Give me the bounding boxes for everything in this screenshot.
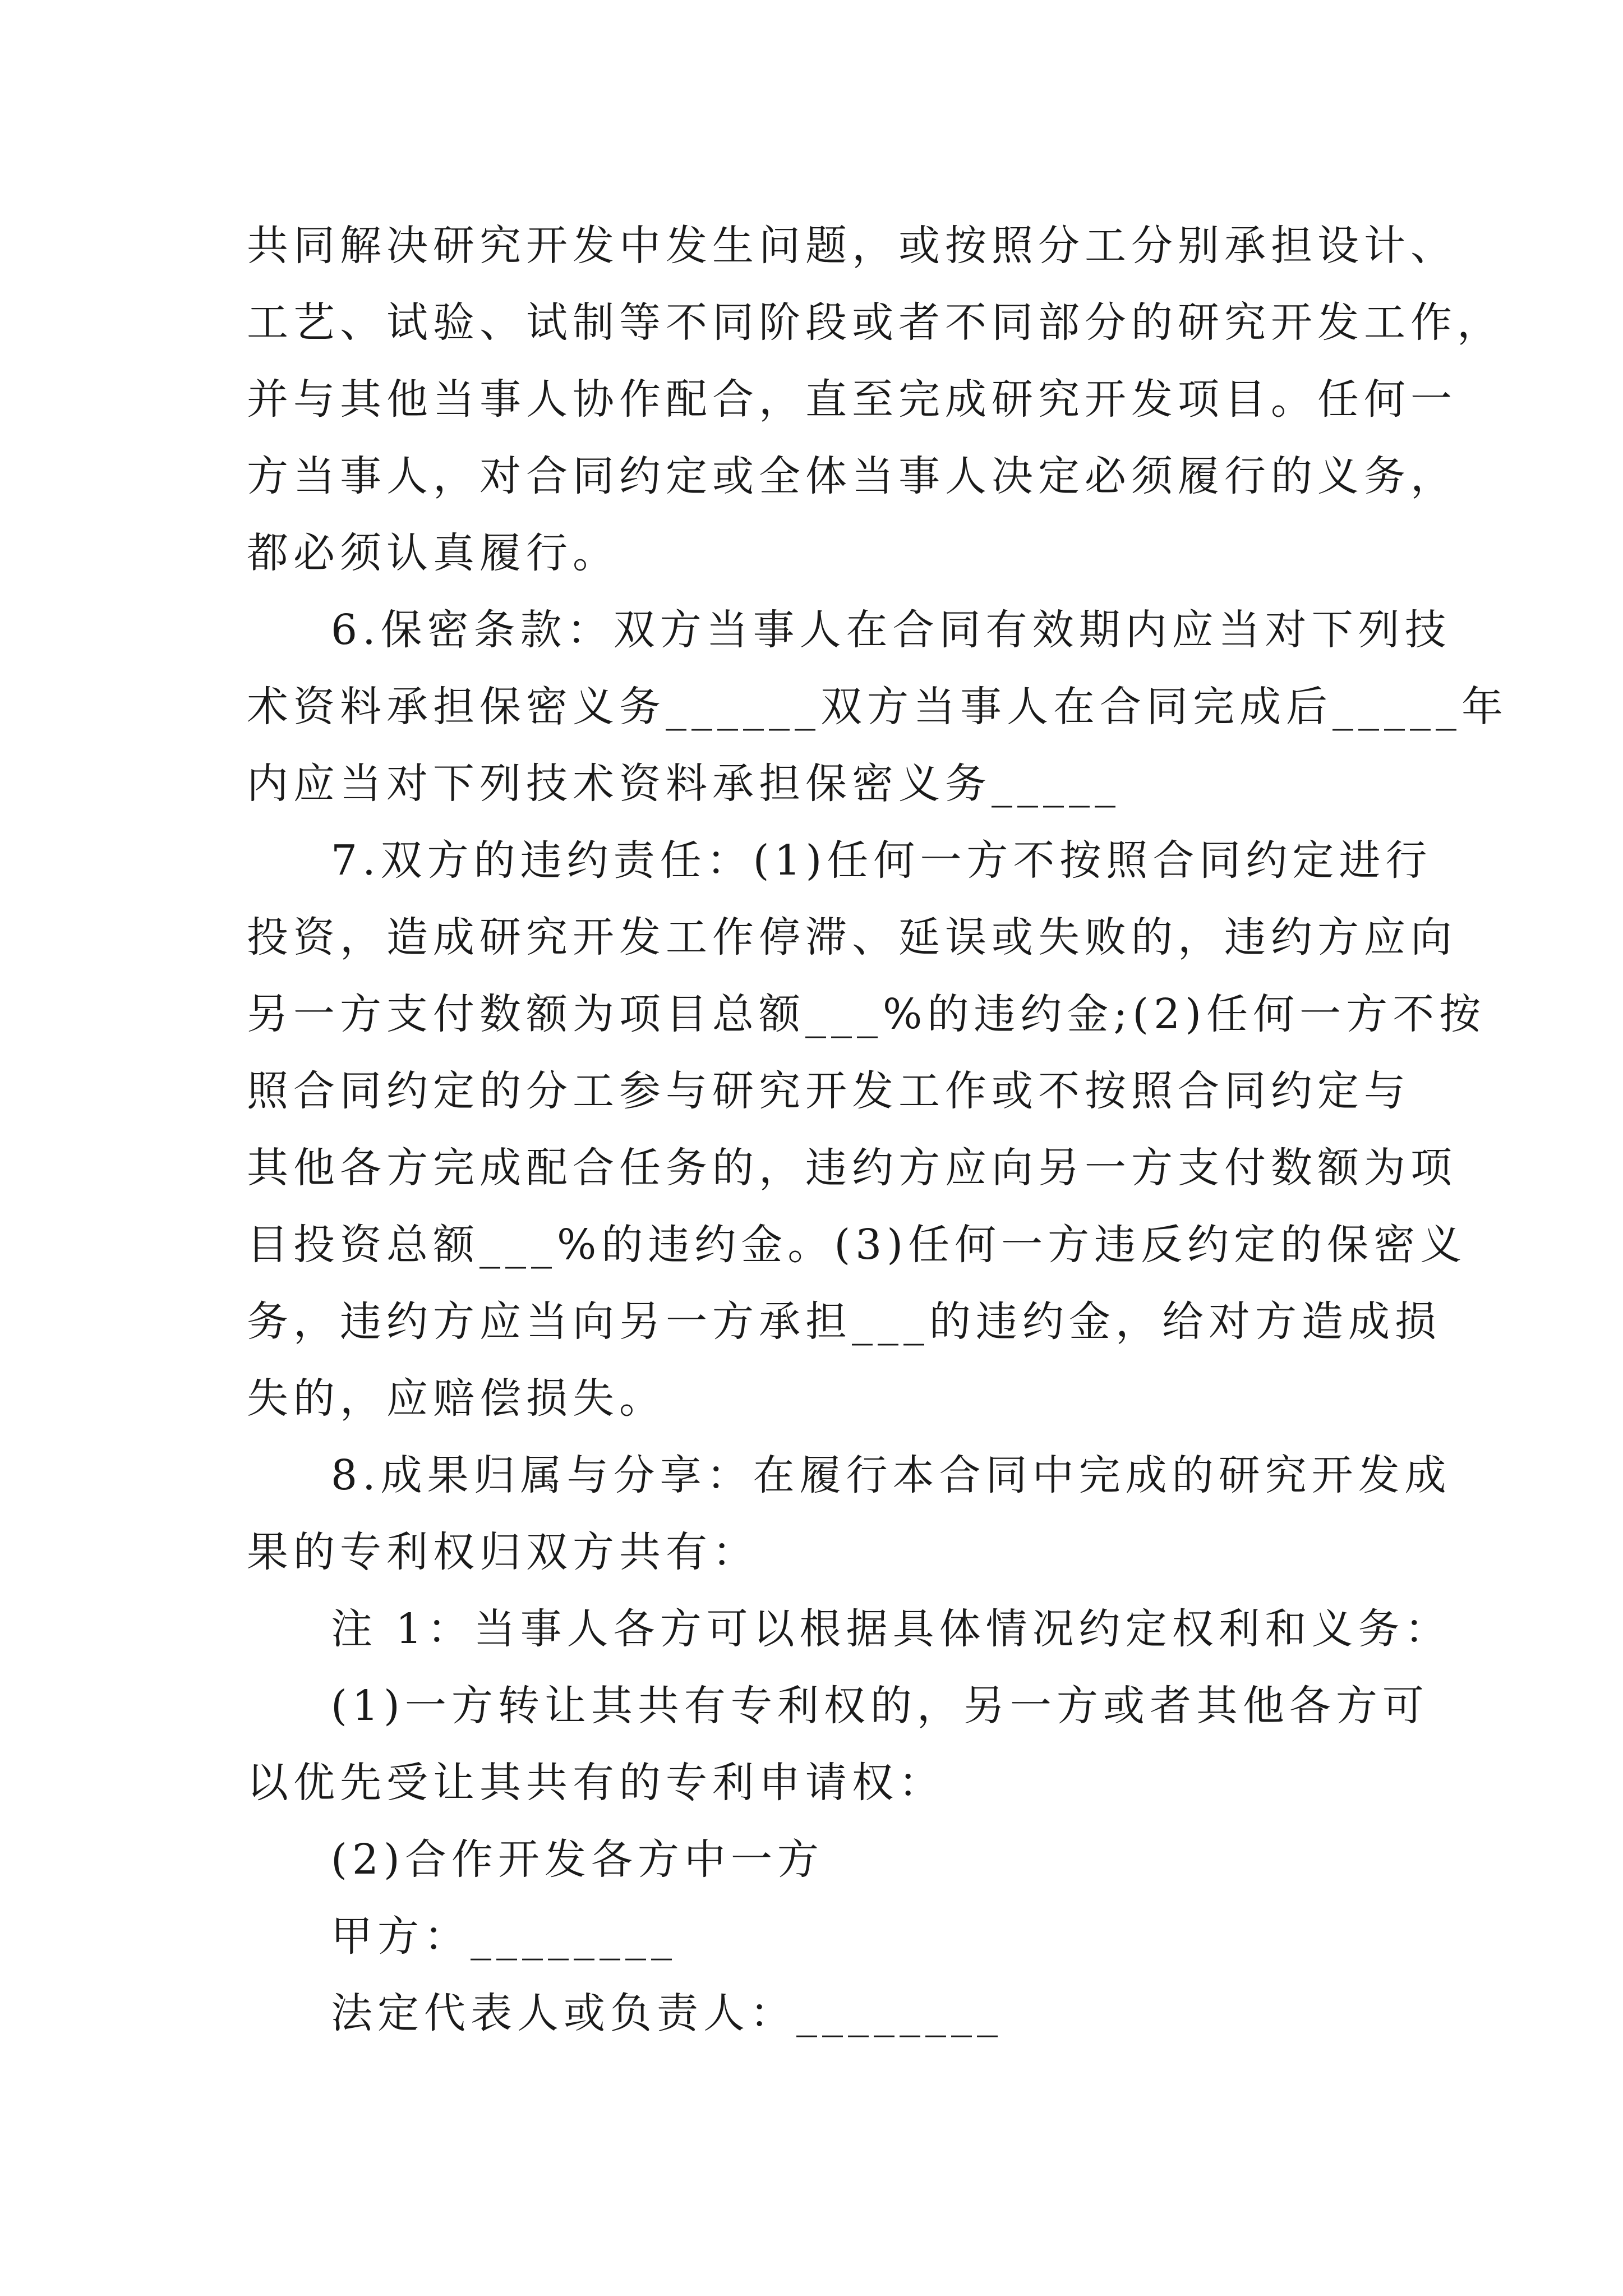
note-1: 注 1：当事人各方可以根据具体情况约定权利和义务： <box>331 1605 1451 1653</box>
text-line: 工艺、试验、试制等不同阶段或者不同部分的研究开发工作， <box>247 298 1504 347</box>
document-body <box>247 208 1508 2052</box>
legal-representative-field: 法定代表人或负责人：________ <box>331 1989 1003 2037</box>
text-line: 另一方支付数额为项目总额___%的违约金;(2)任何一方不按 <box>247 990 1486 1038</box>
text-line: 共同解决研究开发中发生问题，或按照分工分别承担设计、 <box>247 222 1457 270</box>
clause-8-title: 8.成果归属与分享：在履行本合同中完成的研究开发成 <box>331 1451 1451 1499</box>
note-item-1: (1)一方转让其共有专利权的，另一方或者其他各方可 <box>331 1682 1429 1730</box>
text-line: 以优先受让其共有的专利申请权： <box>247 1759 945 1807</box>
text-line: 照合同约定的分工参与研究开发工作或不按照合同约定与 <box>247 1067 1410 1115</box>
clause-7-title: 7.双方的违约责任：(1)任何一方不按照合同约定进行 <box>331 836 1432 885</box>
text-line: 都必须认真履行。 <box>247 529 619 577</box>
text-line: 失的，应赔偿损失。 <box>247 1374 666 1423</box>
text-line: 目投资总额___%的违约金。(3)任何一方违反约定的保密义 <box>247 1221 1467 1269</box>
text-line: 方当事人，对合同约定或全体当事人决定必须履行的义务， <box>247 452 1457 500</box>
text-line: 内应当对下列技术资料承担保密义务_____ <box>247 760 1121 808</box>
clause-6-title: 6.保密条款：双方当事人在合同有效期内应当对下列技 <box>331 606 1451 654</box>
note-item-2: (2)合作开发各方中一方 <box>331 1835 824 1884</box>
party-a-field: 甲方：________ <box>331 1912 677 1961</box>
text-line: 务，违约方应当向另一方承担___的违约金，给对方造成损 <box>247 1297 1441 1346</box>
text-line: 并与其他当事人协作配合，直至完成研究开发项目。任何一 <box>247 375 1457 424</box>
text-line: 其他各方完成配合任务的，违约方应向另一方支付数额为项 <box>247 1144 1457 1192</box>
text-line: 果的专利权归双方共有： <box>247 1528 759 1576</box>
text-line: 投资，造成研究开发工作停滞、延误或失败的，违约方应向 <box>247 913 1457 961</box>
text-line: 术资料承担保密义务______双方当事人在合同完成后_____年 <box>247 683 1508 731</box>
